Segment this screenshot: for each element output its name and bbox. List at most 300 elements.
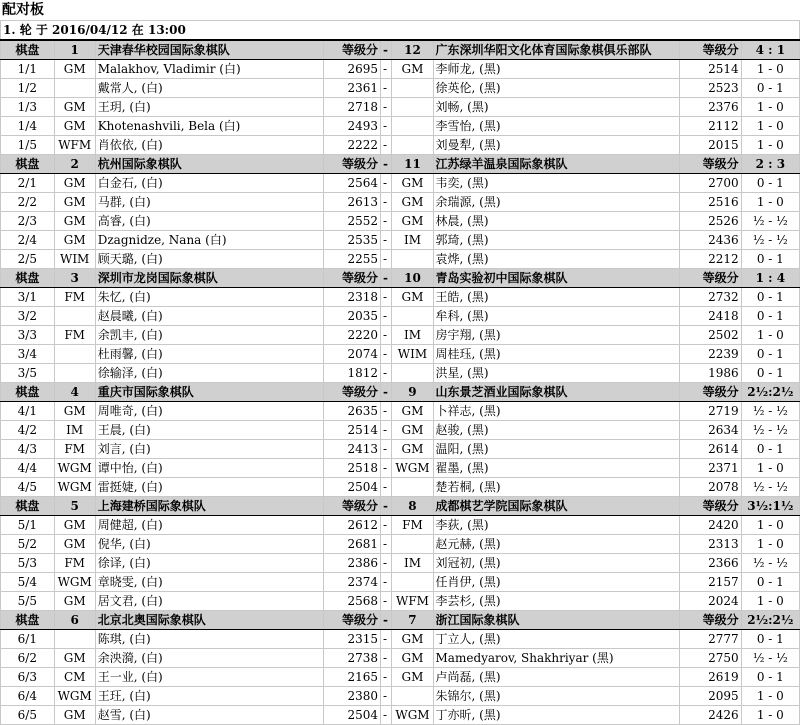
- board-row: [1, 212, 800, 231]
- game-result: 1 - 0: [741, 117, 799, 136]
- game-result: 1 - 0: [741, 706, 799, 725]
- board-row: [1, 535, 800, 554]
- black-rating: 2078: [680, 478, 742, 497]
- black-title: [392, 250, 433, 269]
- white-rating: 2413: [323, 440, 380, 459]
- separator: -: [381, 649, 392, 668]
- white-player: 王一业, (白): [95, 668, 323, 687]
- white-title: GM: [54, 60, 95, 79]
- separator: -: [381, 383, 392, 402]
- game-result: 0 - 1: [741, 440, 799, 459]
- black-rating: 2420: [680, 516, 742, 535]
- white-title: FM: [54, 554, 95, 573]
- board-row: [1, 193, 800, 212]
- black-rating: 2426: [680, 706, 742, 725]
- white-rating: 2504: [323, 706, 380, 725]
- team1-name: 深圳市龙岗国际象棋队: [95, 269, 323, 288]
- team-header-row: [1, 383, 800, 402]
- black-player: 赵骏, (黑): [433, 421, 680, 440]
- separator: -: [381, 687, 392, 706]
- team-header-row: [1, 40, 800, 60]
- white-rating: 2380: [323, 687, 380, 706]
- white-rating: 2612: [323, 516, 380, 535]
- team1-name: 重庆市国际象棋队: [95, 383, 323, 402]
- separator: -: [381, 40, 392, 60]
- white-rating: 2552: [323, 212, 380, 231]
- black-title: [392, 307, 433, 326]
- white-rating: 2695: [323, 60, 380, 79]
- separator: -: [381, 250, 392, 269]
- separator: -: [381, 592, 392, 611]
- separator: -: [381, 630, 392, 649]
- black-player: 林晨, (黑): [433, 212, 680, 231]
- round-row: [1, 21, 800, 41]
- black-player: 牟科, (黑): [433, 307, 680, 326]
- rating-header: 等级分: [680, 611, 742, 630]
- black-player: 余瑞源, (黑): [433, 193, 680, 212]
- pairing-table-body: [1, 21, 800, 725]
- separator: -: [381, 193, 392, 212]
- black-title: [392, 117, 433, 136]
- game-result: 1 - 0: [741, 193, 799, 212]
- game-result: 1 - 0: [741, 326, 799, 345]
- separator: -: [381, 98, 392, 117]
- team2-name: 青岛实验初中国际象棋队: [433, 269, 680, 288]
- rating-header: 等级分: [680, 40, 742, 60]
- board-row: [1, 516, 800, 535]
- board-number: 2/5: [1, 250, 55, 269]
- white-title: [54, 79, 95, 98]
- game-result: 0 - 1: [741, 668, 799, 687]
- separator: -: [381, 307, 392, 326]
- board-header: 棋盘: [1, 269, 55, 288]
- black-player: 刘冠初, (黑): [433, 554, 680, 573]
- separator: -: [381, 79, 392, 98]
- game-result: 0 - 1: [741, 250, 799, 269]
- board-number: 5/5: [1, 592, 55, 611]
- black-rating: 2750: [680, 649, 742, 668]
- board-number: 1/3: [1, 98, 55, 117]
- white-title: GM: [54, 212, 95, 231]
- team1-name: 杭州国际象棋队: [95, 155, 323, 174]
- black-player: 韦奕, (黑): [433, 174, 680, 193]
- black-title: GM: [392, 193, 433, 212]
- separator: -: [381, 174, 392, 193]
- black-player: 卜祥志, (黑): [433, 402, 680, 421]
- board-number: 5/4: [1, 573, 55, 592]
- white-player: 雷挺婕, (白): [95, 478, 323, 497]
- white-player: 赵晨曦, (白): [95, 307, 323, 326]
- board-row: [1, 402, 800, 421]
- separator: -: [381, 535, 392, 554]
- board-number: 4/1: [1, 402, 55, 421]
- match-score: 1 : 4: [741, 269, 799, 288]
- black-player: 李雪怡, (黑): [433, 117, 680, 136]
- game-result: 0 - 1: [741, 307, 799, 326]
- black-player: 丁立人, (黑): [433, 630, 680, 649]
- game-result: 1 - 0: [741, 60, 799, 79]
- board-row: [1, 478, 800, 497]
- rating-header: 等级分: [323, 155, 380, 174]
- board-header: 棋盘: [1, 155, 55, 174]
- board-number: 6/1: [1, 630, 55, 649]
- white-rating: 2220: [323, 326, 380, 345]
- board-row: [1, 630, 800, 649]
- white-player: 顾天璐, (白): [95, 250, 323, 269]
- board-row: [1, 98, 800, 117]
- black-title: [392, 535, 433, 554]
- white-player: 王玥, (白): [95, 98, 323, 117]
- team1-number: 4: [54, 383, 95, 402]
- white-title: WGM: [54, 687, 95, 706]
- black-title: FM: [392, 516, 433, 535]
- game-result: ½ - ½: [741, 402, 799, 421]
- team2-name: 广东深圳华阳文化体育国际象棋俱乐部队: [433, 40, 680, 60]
- white-player: 赵雪, (白): [95, 706, 323, 725]
- black-rating: 2239: [680, 345, 742, 364]
- black-rating: 2777: [680, 630, 742, 649]
- separator: -: [381, 402, 392, 421]
- black-rating: 2502: [680, 326, 742, 345]
- white-player: 刘言, (白): [95, 440, 323, 459]
- white-title: [54, 345, 95, 364]
- rating-header: 等级分: [323, 383, 380, 402]
- team1-number: 2: [54, 155, 95, 174]
- white-rating: 2718: [323, 98, 380, 117]
- white-title: GM: [54, 535, 95, 554]
- black-rating: 2436: [680, 231, 742, 250]
- black-rating: 2371: [680, 459, 742, 478]
- white-title: WGM: [54, 478, 95, 497]
- board-header: 棋盘: [1, 383, 55, 402]
- black-title: IM: [392, 326, 433, 345]
- team1-number: 1: [54, 40, 95, 60]
- board-row: [1, 326, 800, 345]
- board-number: 3/5: [1, 364, 55, 383]
- match-score: 2 : 3: [741, 155, 799, 174]
- white-rating: 2514: [323, 421, 380, 440]
- black-rating: 2516: [680, 193, 742, 212]
- white-rating: 2374: [323, 573, 380, 592]
- black-rating: 2619: [680, 668, 742, 687]
- board-number: 2/1: [1, 174, 55, 193]
- board-header: 棋盘: [1, 611, 55, 630]
- black-rating: 2376: [680, 98, 742, 117]
- black-title: WGM: [392, 706, 433, 725]
- white-player: 章晓雯, (白): [95, 573, 323, 592]
- white-title: GM: [54, 402, 95, 421]
- black-rating: 2719: [680, 402, 742, 421]
- separator: -: [381, 155, 392, 174]
- white-player: 王晨, (白): [95, 421, 323, 440]
- white-player: 肖依依, (白): [95, 136, 323, 155]
- black-player: 丁亦昕, (黑): [433, 706, 680, 725]
- black-player: 洪星, (黑): [433, 364, 680, 383]
- black-title: [392, 79, 433, 98]
- team-header-row: [1, 269, 800, 288]
- black-player: 李芸杉, (黑): [433, 592, 680, 611]
- board-row: [1, 706, 800, 725]
- board-number: 4/5: [1, 478, 55, 497]
- board-number: 4/3: [1, 440, 55, 459]
- game-result: ½ - ½: [741, 212, 799, 231]
- pairing-table: [0, 20, 800, 725]
- black-rating: 2526: [680, 212, 742, 231]
- white-rating: 2681: [323, 535, 380, 554]
- board-number: 1/1: [1, 60, 55, 79]
- game-result: 1 - 0: [741, 592, 799, 611]
- white-title: GM: [54, 231, 95, 250]
- separator: -: [381, 554, 392, 573]
- white-player: 白金石, (白): [95, 174, 323, 193]
- white-title: FM: [54, 326, 95, 345]
- board-row: [1, 136, 800, 155]
- white-rating: 2386: [323, 554, 380, 573]
- game-result: 1 - 0: [741, 136, 799, 155]
- black-player: 郭琦, (黑): [433, 231, 680, 250]
- separator: -: [381, 136, 392, 155]
- team2-number: 8: [392, 497, 433, 516]
- white-title: GM: [54, 516, 95, 535]
- black-rating: 2095: [680, 687, 742, 706]
- game-result: 0 - 1: [741, 288, 799, 307]
- separator: -: [381, 364, 392, 383]
- separator: -: [381, 497, 392, 516]
- white-player: Malakhov, Vladimir (白): [95, 60, 323, 79]
- board-row: [1, 364, 800, 383]
- white-title: [54, 630, 95, 649]
- black-title: GM: [392, 402, 433, 421]
- separator: -: [381, 706, 392, 725]
- team2-number: 12: [392, 40, 433, 60]
- board-row: [1, 307, 800, 326]
- black-player: 房宇翔, (黑): [433, 326, 680, 345]
- black-rating: 2024: [680, 592, 742, 611]
- board-number: 3/2: [1, 307, 55, 326]
- team2-name: 山东景芝酒业国际象棋队: [433, 383, 680, 402]
- game-result: 0 - 1: [741, 364, 799, 383]
- rating-header: 等级分: [680, 497, 742, 516]
- separator: -: [381, 611, 392, 630]
- white-rating: 2361: [323, 79, 380, 98]
- white-player: 王玨, (白): [95, 687, 323, 706]
- white-rating: 1812: [323, 364, 380, 383]
- rating-header: 等级分: [680, 155, 742, 174]
- black-rating: 2313: [680, 535, 742, 554]
- white-player: 戴常人, (白): [95, 79, 323, 98]
- white-player: 杜雨馨, (白): [95, 345, 323, 364]
- black-player: 李师龙, (黑): [433, 60, 680, 79]
- black-rating: 2212: [680, 250, 742, 269]
- board-number: 1/2: [1, 79, 55, 98]
- board-number: 6/4: [1, 687, 55, 706]
- white-title: FM: [54, 288, 95, 307]
- black-player: 刘畅, (黑): [433, 98, 680, 117]
- white-player: 陈琪, (白): [95, 630, 323, 649]
- match-score: 2½:2½: [741, 383, 799, 402]
- separator: -: [381, 459, 392, 478]
- black-rating: 2700: [680, 174, 742, 193]
- board-number: 6/2: [1, 649, 55, 668]
- black-title: GM: [392, 421, 433, 440]
- white-player: 徐译, (白): [95, 554, 323, 573]
- white-player: 马群, (白): [95, 193, 323, 212]
- white-rating: 2493: [323, 117, 380, 136]
- black-title: GM: [392, 174, 433, 193]
- white-rating: 2535: [323, 231, 380, 250]
- black-title: GM: [392, 288, 433, 307]
- board-row: [1, 687, 800, 706]
- page-title: 配对板: [2, 2, 44, 18]
- board-number: 2/4: [1, 231, 55, 250]
- board-row: [1, 592, 800, 611]
- team2-name: 成都棋艺学院国际象棋队: [433, 497, 680, 516]
- white-title: CM: [54, 668, 95, 687]
- board-number: 1/4: [1, 117, 55, 136]
- game-result: ½ - ½: [741, 554, 799, 573]
- board-number: 6/3: [1, 668, 55, 687]
- black-player: 徐英伦, (黑): [433, 79, 680, 98]
- black-player: 温阳, (黑): [433, 440, 680, 459]
- game-result: 1 - 0: [741, 516, 799, 535]
- board-number: 1/5: [1, 136, 55, 155]
- black-title: WGM: [392, 459, 433, 478]
- board-row: [1, 459, 800, 478]
- white-rating: 2318: [323, 288, 380, 307]
- board-number: 3/4: [1, 345, 55, 364]
- white-title: IM: [54, 421, 95, 440]
- black-title: [392, 364, 433, 383]
- white-title: FM: [54, 440, 95, 459]
- team1-name: 天津春华校园国际象棋队: [95, 40, 323, 60]
- white-rating: 2074: [323, 345, 380, 364]
- separator: -: [381, 60, 392, 79]
- black-title: GM: [392, 440, 433, 459]
- black-rating: 2732: [680, 288, 742, 307]
- board-row: [1, 117, 800, 136]
- board-number: 5/2: [1, 535, 55, 554]
- board-row: [1, 60, 800, 79]
- black-rating: 2634: [680, 421, 742, 440]
- team1-name: 北京北奥国际象棋队: [95, 611, 323, 630]
- rating-header: 等级分: [680, 383, 742, 402]
- black-player: 李荻, (黑): [433, 516, 680, 535]
- game-result: 0 - 1: [741, 345, 799, 364]
- black-title: GM: [392, 668, 433, 687]
- white-rating: 2635: [323, 402, 380, 421]
- separator: -: [381, 516, 392, 535]
- game-result: ½ - ½: [741, 649, 799, 668]
- black-title: WFM: [392, 592, 433, 611]
- white-player: 朱忆, (白): [95, 288, 323, 307]
- white-rating: 2568: [323, 592, 380, 611]
- white-rating: 2222: [323, 136, 380, 155]
- separator: -: [381, 573, 392, 592]
- board-number: 2/2: [1, 193, 55, 212]
- white-rating: 2035: [323, 307, 380, 326]
- round-info: 1. 轮 于 2016/04/12 在 13:00: [1, 21, 800, 41]
- black-title: GM: [392, 649, 433, 668]
- board-number: 6/5: [1, 706, 55, 725]
- team2-name: 江苏绿羊温泉国际象棋队: [433, 155, 680, 174]
- rating-header: 等级分: [323, 611, 380, 630]
- black-player: 袁烨, (黑): [433, 250, 680, 269]
- white-title: WIM: [54, 250, 95, 269]
- separator: -: [381, 345, 392, 364]
- game-result: 1 - 0: [741, 459, 799, 478]
- white-title: GM: [54, 117, 95, 136]
- separator: -: [381, 269, 392, 288]
- board-row: [1, 345, 800, 364]
- game-result: ½ - ½: [741, 478, 799, 497]
- black-player: 卢尚磊, (黑): [433, 668, 680, 687]
- game-result: 0 - 1: [741, 174, 799, 193]
- black-player: 楚若桐, (黑): [433, 478, 680, 497]
- board-number: 4/2: [1, 421, 55, 440]
- white-rating: 2504: [323, 478, 380, 497]
- black-title: GM: [392, 630, 433, 649]
- white-title: WFM: [54, 136, 95, 155]
- white-player: Khotenashvili, Bela (白): [95, 117, 323, 136]
- separator: -: [381, 421, 392, 440]
- white-title: GM: [54, 706, 95, 725]
- board-number: 5/1: [1, 516, 55, 535]
- black-player: Mamedyarov, Shakhriyar (黑): [433, 649, 680, 668]
- black-title: [392, 573, 433, 592]
- team2-number: 7: [392, 611, 433, 630]
- match-score: 2½:2½: [741, 611, 799, 630]
- rating-header: 等级分: [680, 269, 742, 288]
- white-player: 余凯丰, (白): [95, 326, 323, 345]
- team1-number: 6: [54, 611, 95, 630]
- team-header-row: [1, 155, 800, 174]
- black-rating: 2523: [680, 79, 742, 98]
- white-title: WGM: [54, 459, 95, 478]
- board-row: [1, 231, 800, 250]
- team2-name: 浙江国际象棋队: [433, 611, 680, 630]
- white-player: 徐输泽, (白): [95, 364, 323, 383]
- separator: -: [381, 326, 392, 345]
- black-title: [392, 687, 433, 706]
- team1-number: 3: [54, 269, 95, 288]
- team1-name: 上海建桥国际象棋队: [95, 497, 323, 516]
- board-row: [1, 554, 800, 573]
- game-result: ½ - ½: [741, 231, 799, 250]
- match-score: 4 : 1: [741, 40, 799, 60]
- board-number: 3/3: [1, 326, 55, 345]
- white-rating: 2518: [323, 459, 380, 478]
- white-player: 倪华, (白): [95, 535, 323, 554]
- team1-number: 5: [54, 497, 95, 516]
- board-number: 4/4: [1, 459, 55, 478]
- game-result: ½ - ½: [741, 421, 799, 440]
- separator: -: [381, 212, 392, 231]
- separator: -: [381, 478, 392, 497]
- white-rating: 2613: [323, 193, 380, 212]
- white-title: GM: [54, 649, 95, 668]
- white-rating: 2564: [323, 174, 380, 193]
- white-player: 余泱漪, (白): [95, 649, 323, 668]
- white-player: 周健超, (白): [95, 516, 323, 535]
- rating-header: 等级分: [323, 497, 380, 516]
- black-player: 翟墨, (黑): [433, 459, 680, 478]
- separator: -: [381, 668, 392, 687]
- team-header-row: [1, 611, 800, 630]
- black-player: 任肖伊, (黑): [433, 573, 680, 592]
- white-player: Dzagnidze, Nana (白): [95, 231, 323, 250]
- team-header-row: [1, 497, 800, 516]
- board-number: 3/1: [1, 288, 55, 307]
